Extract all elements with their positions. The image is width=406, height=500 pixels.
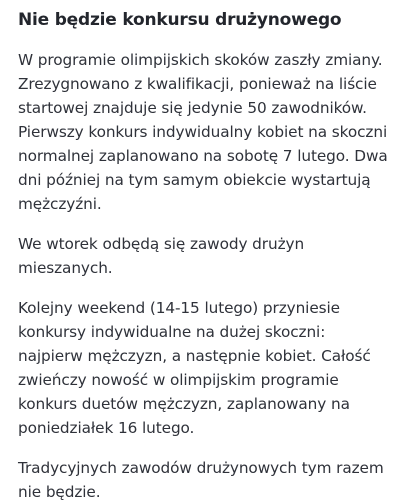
article-paragraph: W programie olimpijskich skoków zaszły zmiany. Zrezygnowano z kwalifikacji, ponieważ na liście startowej znajduje się jedynie 50 zawodników. Pierwszy konkurs indywidualny kobiet na skoczni normalnej zaplanowano na sobotę 7 lutego. Dwa dni później na tym samym obiekcie wystartują mężczyźni. — [18, 51, 388, 213]
article-paragraph: Tradycyjnych zawodów drużynowych tym razem nie będzie. — [18, 459, 384, 500]
article-paragraph: We wtorek odbędą się zawody drużyn mieszanych. — [18, 235, 305, 277]
article-paragraph: Kolejny weekend (14-15 lutego) przyniesie konkursy indywidualne na dużej skoczni: najpierw mężczyzn, a następnie kobiet. Całość zwieńczy nowość w olimpijskim programie konkurs duetów mężczyzn, zaplanowany na poniedziałek 16 lutego. — [18, 299, 371, 437]
section-headline: Nie będzie konkursu drużynowego — [18, 10, 342, 30]
